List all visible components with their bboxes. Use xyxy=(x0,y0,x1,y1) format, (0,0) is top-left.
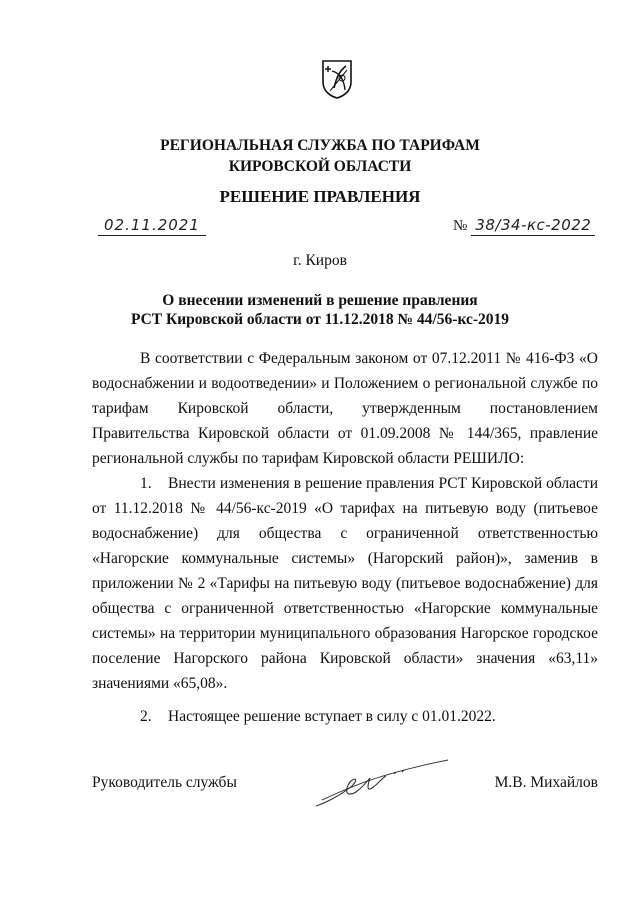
signer-position: Руководитель службы xyxy=(92,774,237,791)
handwritten-date: 02.11.2021 xyxy=(98,216,206,236)
coat-of-arms-icon xyxy=(320,58,354,100)
item-number: 2. xyxy=(140,708,152,725)
document-number xyxy=(453,216,595,235)
item-1-paragraph xyxy=(92,471,598,696)
item-text: Настоящее решение вступает в силу с 01.01.2022. xyxy=(168,708,496,725)
handwritten-signature xyxy=(308,752,458,814)
document-body xyxy=(92,346,598,729)
item-number: 1. xyxy=(140,475,152,492)
item-2-paragraph xyxy=(92,704,598,729)
subject-line-2: РСТ Кировской области от 11.12.2018 № 44/56-кс-2019 xyxy=(130,311,510,328)
number-sign: № xyxy=(453,218,468,234)
document-type-title: РЕШЕНИЕ ПРАВЛЕНИЯ xyxy=(219,187,421,206)
subject-line-1: О внесении изменений в решение правления xyxy=(162,292,478,309)
handwritten-number: 38/34-кс-2022 xyxy=(471,216,595,236)
preamble-paragraph: В соответствии с Федеральным законом от 07.12.2011 № 416-ФЗ «О водоснабжении и водоотведении» и Положением о региональной службе по тарифам Кировской области, утвержденным постановлением Правительства Кировской области от 01.09.2008 № 144/365, правление региональной службы по тарифам Кировской области РЕШИЛО: xyxy=(92,350,598,467)
item-text: Внести изменения в решение правления РСТ Кировской области от 11.12.2018 № 44/56-кс-2019 «О тарифах на питьевую воду (питьевое водоснабжение) для общества с ограниченной ответственностью «Нагорские коммунальные системы» (Нагорский район)», заменив в приложении № 2 «Тарифы на питьевую воду (питьевое водоснабжение) для общества с ограниченной ответственностью «Нагорские коммунальные системы» на территории муниципального образования Нагорское городское поселение Нагорского района Кировской области» значения «63,11» значениями «65,08». xyxy=(92,475,598,692)
organization-name xyxy=(120,135,520,177)
org-line-2: КИРОВСКОЙ ОБЛАСТИ xyxy=(228,158,412,175)
org-line-1: РЕГИОНАЛЬНАЯ СЛУЖБА ПО ТАРИФАМ xyxy=(160,137,480,154)
document-subject xyxy=(90,291,550,329)
signer-name: М.В. Михайлов xyxy=(494,774,598,791)
city: г. Киров xyxy=(293,252,347,269)
